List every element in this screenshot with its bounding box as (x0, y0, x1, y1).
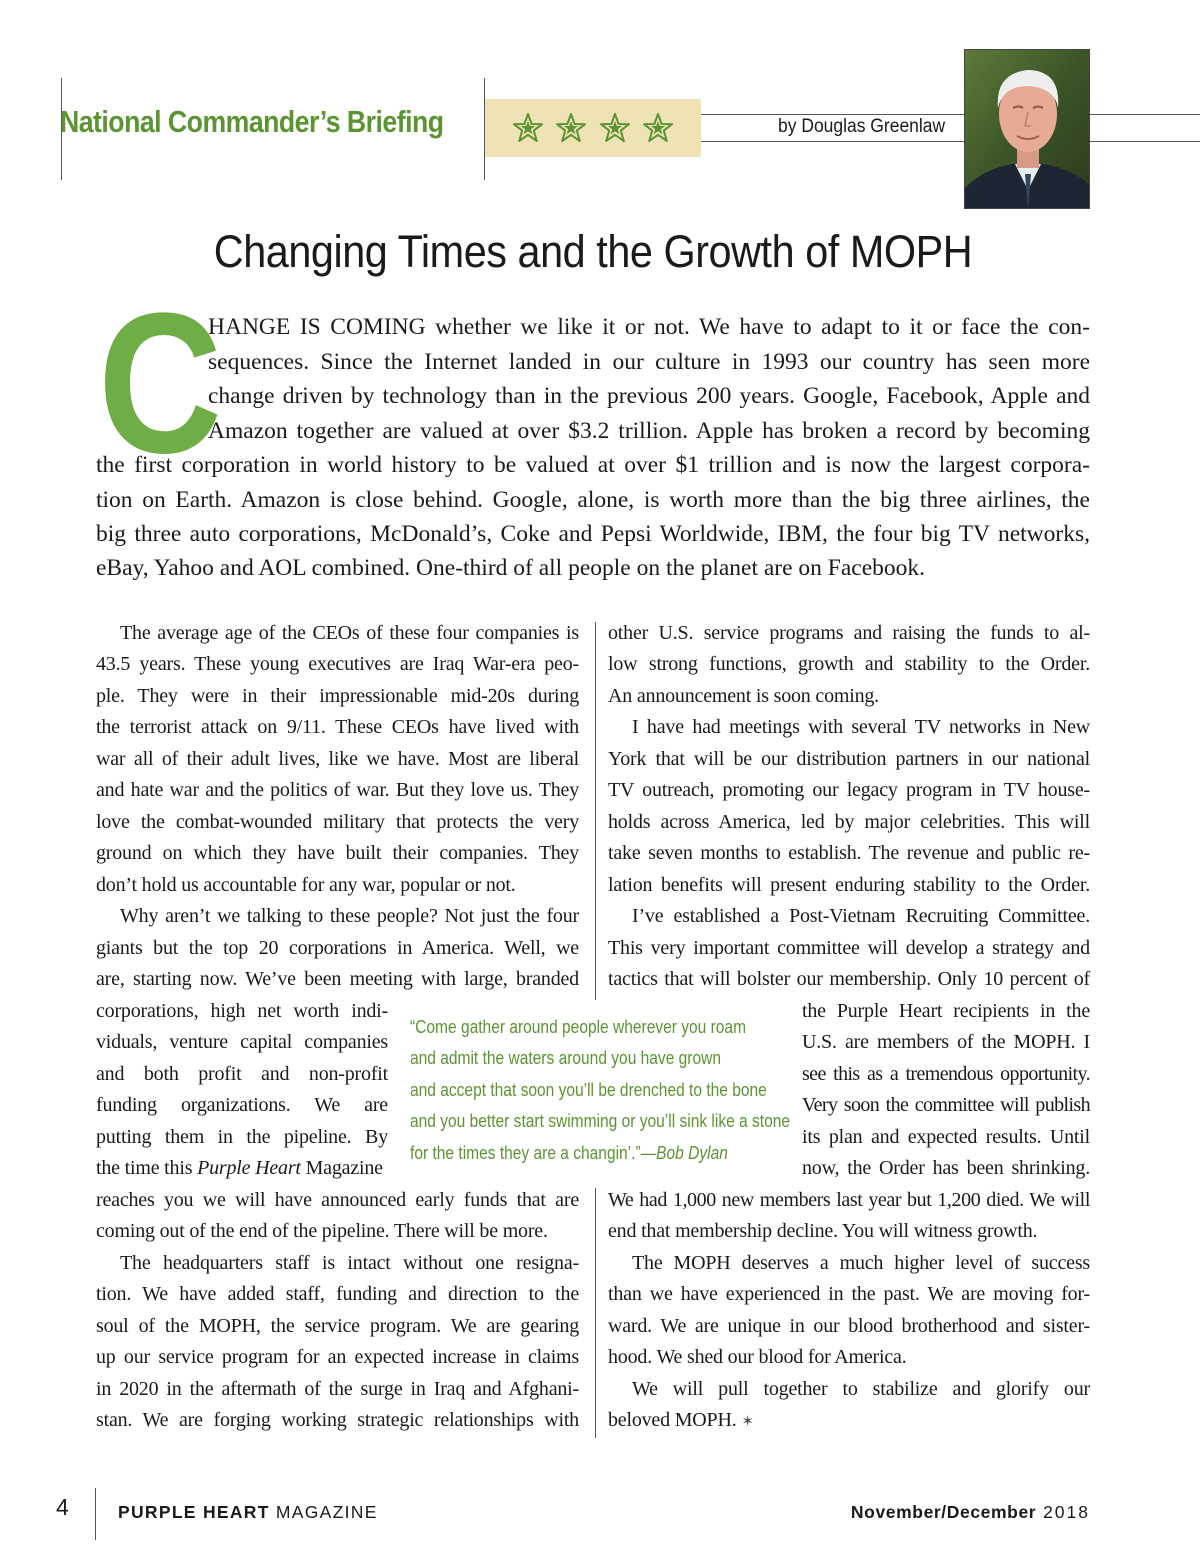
rank-stars (485, 99, 701, 157)
body-line: giants but the top 20 corporations in America. Well, we (96, 937, 579, 959)
body-text: Magazine (300, 1157, 383, 1179)
body-line (608, 1405, 1090, 1437)
body-line: funding organizations. We are (96, 1094, 388, 1116)
column-divider (595, 622, 596, 1000)
body-line: and both profit and non-profit (96, 1063, 388, 1085)
pull-quote-line: and accept that soon you’ll be drenched to the bone (410, 1079, 767, 1100)
star-icon (599, 112, 631, 144)
lead-line: tion on Earth. Amazon is close behind. Google, alone, is worth more than the big three airlines, the (96, 487, 1090, 513)
magazine-name-rest: MAGAZINE (269, 1502, 378, 1522)
body-line: other U.S. service programs and raising the funds to al- (608, 622, 1090, 644)
header-rule-bottom (700, 141, 964, 142)
body-line: We will pull together to stabilize and glorify our (632, 1378, 1090, 1400)
section-title: National Commander’s Briefing (60, 104, 444, 139)
pull-quote-line: “Come gather around people wherever you roam (410, 1016, 747, 1037)
author-byline: by Douglas Greenlaw (778, 116, 946, 137)
magazine-name (118, 1502, 378, 1523)
pull-quote-attribution: —Bob Dylan (640, 1142, 728, 1163)
issue-year: 2018 (1036, 1502, 1090, 1522)
body-line: lation benefits will present enduring stability to the Order. (608, 874, 1090, 896)
pull-quote-text: for the times they are a changin’.” (410, 1142, 641, 1163)
issue-date (851, 1502, 1090, 1523)
body-text: the time this (96, 1157, 198, 1179)
body-line: low strong functions, growth and stability to the Order. (608, 653, 1090, 675)
body-line: see this as a tremendous opportunity. (802, 1063, 1090, 1085)
magazine-name-bold: PURPLE HEART (118, 1502, 270, 1522)
body-line: ward. We are unique in our blood brotherhood and sister- (608, 1315, 1090, 1337)
body-line: the Purple Heart recipients in the (802, 1000, 1090, 1022)
body-line: tion. We have added staff, funding and direction to the (96, 1283, 579, 1305)
header-rule-right-top (1090, 114, 1200, 115)
lead-line: change driven by technology than in the previous 200 years. Google, Facebook, Apple and (208, 383, 1090, 409)
body-line: ground on which they have built their companies. They (96, 842, 579, 864)
header-rule-top (700, 114, 964, 115)
star-icon (512, 112, 544, 144)
pull-quote-line (410, 1137, 728, 1169)
body-line: up our service program for an expected increase in claims (96, 1346, 579, 1368)
body-line: love the combat-wounded military that protects the very (96, 811, 579, 833)
body-line: its plan and expected results. Until (802, 1126, 1090, 1148)
body-line: corporations, high net worth indi- (96, 1000, 388, 1022)
body-line: Very soon the committee will publish (802, 1094, 1090, 1116)
body-text: beloved MOPH. (608, 1409, 737, 1431)
issue-months: November/December (850, 1502, 1037, 1522)
body-line: war all of their adult lives, like we have. Most are liberal (96, 748, 579, 770)
body-line: coming out of the end of the pipeline. There will be more. (96, 1220, 548, 1242)
body-line: end that membership decline. You will witness growth. (608, 1220, 1038, 1242)
magazine-title-italic: Purple Heart (197, 1157, 301, 1179)
body-line: hood. We shed our blood for America. (608, 1346, 907, 1368)
body-line: putting them in the pipeline. By (96, 1126, 388, 1148)
body-line: holds across America, led by major celebrities. This will (608, 811, 1090, 833)
body-line: I’ve established a Post-Vietnam Recruiting Committee. (632, 905, 1090, 927)
body-line: and hate war and the politics of war. But they love us. They (96, 779, 579, 801)
body-line: than we have experienced in the past. We are moving for- (608, 1283, 1090, 1305)
body-line: in 2020 in the aftermath of the surge in Iraq and Afghani- (96, 1378, 579, 1400)
body-line: reaches you we will have announced early funds that are (96, 1189, 579, 1211)
body-line: York that will be our distribution partners in our national (608, 748, 1090, 770)
pull-quote-line: and you better start swimming or you’ll sink like a stone (410, 1110, 791, 1131)
end-mark-icon: ✶ (741, 1414, 754, 1430)
body-line: The average age of the CEOs of these four companies is (120, 622, 579, 644)
body-line: don’t hold us accountable for any war, popular or not. (96, 874, 516, 896)
lead-line: Amazon together are valued at over $3.2 trillion. Apple has broken a record by becoming (208, 418, 1090, 444)
body-line: are, starting now. We’ve been meeting with large, branded (96, 968, 579, 990)
headline: Changing Times and the Growth of MOPH (213, 226, 973, 277)
page-number: 4 (56, 1494, 69, 1520)
body-line: U.S. are members of the MOPH. I (802, 1031, 1090, 1053)
body-line: stan. We are forging working strategic relationships with (96, 1409, 579, 1431)
body-line: viduals, venture capital companies (96, 1031, 388, 1053)
star-icon (555, 112, 587, 144)
lead-line: HANGE IS COMING whether we like it or not. We have to adapt to it or face the con- (208, 314, 1090, 340)
body-line (96, 1153, 388, 1185)
body-line: We had 1,000 new members last year but 1,200 died. We will (608, 1189, 1090, 1211)
body-line: now, the Order has been shrinking. (802, 1157, 1090, 1179)
body-line: This very important committee will develop a strategy and (608, 937, 1090, 959)
body-line: TV outreach, promoting our legacy program in TV house- (608, 779, 1090, 801)
lead-line: the first corporation in world history to be valued at over $1 trillion and is now the largest corpora- (96, 452, 1090, 478)
body-line: An announcement is soon coming. (608, 685, 879, 707)
drop-cap: C (98, 272, 223, 495)
body-line: 43.5 years. These young executives are Iraq War-era peo- (96, 653, 579, 675)
header-rule-right-bottom (1090, 141, 1200, 142)
body-line: ple. They were in their impressionable mid-20s during (96, 685, 579, 707)
body-line: tactics that will bolster our membership. Only 10 percent of (608, 968, 1090, 990)
author-photo (964, 49, 1090, 209)
star-icon (642, 112, 674, 144)
body-line: The MOPH deserves a much higher level of success (632, 1252, 1090, 1274)
column-divider (595, 1188, 596, 1438)
body-line: The headquarters staff is intact without one resigna- (120, 1252, 579, 1274)
body-line: I have had meetings with several TV networks in New (632, 716, 1090, 738)
footer-divider (95, 1488, 96, 1540)
body-line: take seven months to establish. The revenue and public re- (608, 842, 1090, 864)
pull-quote-line: and admit the waters around you have grown (410, 1047, 721, 1068)
body-line: Why aren’t we talking to these people? Not just the four (120, 905, 579, 927)
lead-line: sequences. Since the Internet landed in our culture in 1993 our country has seen more (208, 349, 1090, 375)
body-line: soul of the MOPH, the service program. We are gearing (96, 1315, 579, 1337)
lead-line: big three auto corporations, McDonald’s, Coke and Pepsi Worldwide, IBM, the four big TV networks, (96, 521, 1090, 547)
body-line: the terrorist attack on 9/11. These CEOs have lived with (96, 716, 579, 738)
lead-line: eBay, Yahoo and AOL combined. One-third of all people on the planet are on Facebook. (96, 555, 926, 581)
